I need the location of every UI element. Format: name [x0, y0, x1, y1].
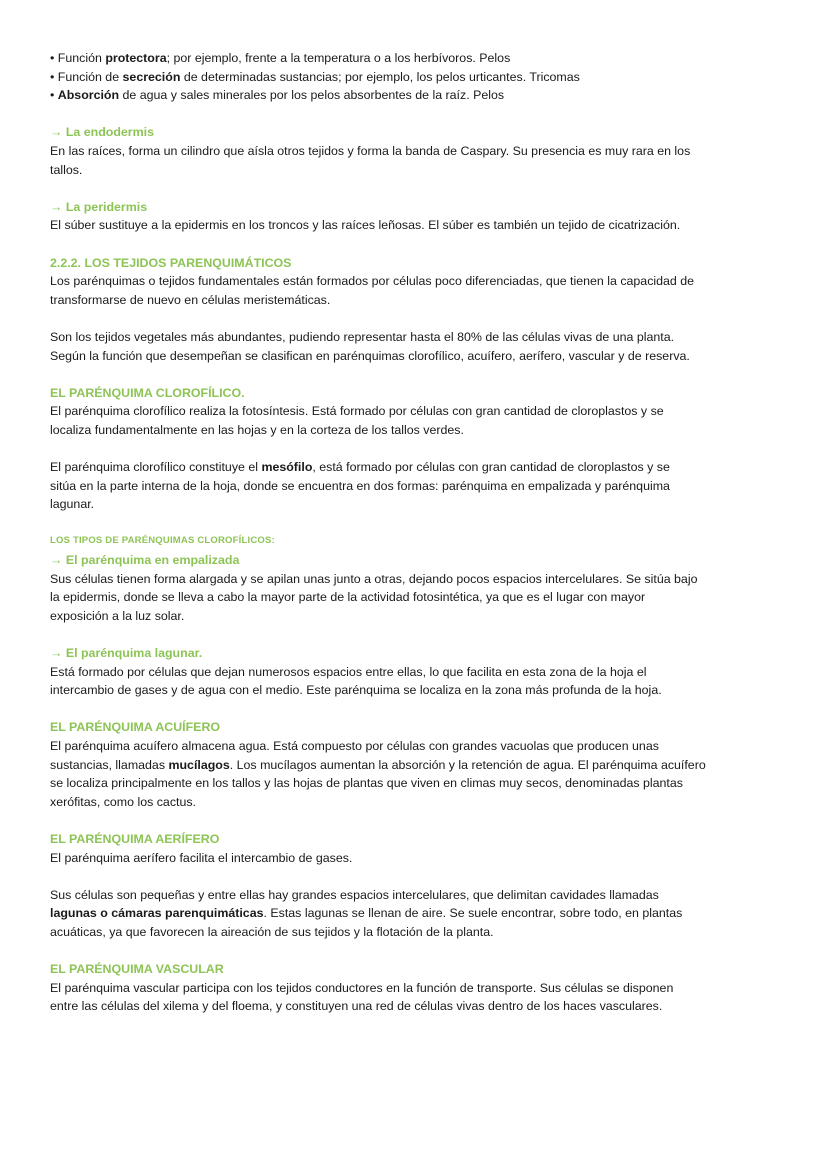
acuifero-heading: EL PARÉNQUIMA ACUÍFERO — [50, 720, 221, 735]
peridermis-text: El súber sustituye a la epidermis en los troncos y las raíces leñosas. El súber es también un tejido de cicatrización. — [50, 218, 681, 233]
parenquimaticos-text: Los parénquimas o tejidos fundamentales están formados por células poco diferenciadas, que tienen la capacidad de transformarse de nuevo en células meristemáticas. — [50, 274, 695, 307]
bullet-item: • Función de secreción de determinadas sustancias; por ejemplo, los pelos urticantes. Tricomas — [50, 69, 580, 84]
parenquimaticos-text-2: Son los tejidos vegetales más abundantes, pudiendo representar hasta el 80% de las células vivas de una planta. Según la función que desempeñan se clasifican en parénquimas clorofílico, acuífero, aerífero, vascular y de reserva. — [50, 329, 690, 363]
parenquimaticos-heading: 2.2.2. LOS TEJIDOS PARENQUIMÁTICOS — [50, 255, 292, 270]
bullet-item: • Función protectora; por ejemplo, frente a la temperatura o a los herbívoros. Pelos — [50, 51, 511, 65]
empalizada-text: Sus células tienen forma alargada y se apilan unas junto a otras, dejando pocos espacios intercelulares. Se sitúa bajo la epidermis, donde se lleva a cabo la mayor parte de la actividad fotosintética, ya que es el lugar con mayor exposición a la luz solar. — [50, 571, 698, 623]
endodermis-heading: → La endodermis — [50, 125, 154, 140]
lagunar-text: Está formado por células que dejan numerosos espacios entre ellas, lo que facilita en esta zona de la hoja el intercambio de gases y de agua con el medio. Este parénquima se localiza en la zona más profunda de la hoja. — [50, 664, 662, 698]
aerifero-text-2: Sus células son pequeñas y entre ellas hay grandes espacios intercelulares, que delimitan cavidades llamadas lagunas o cámaras parenquimáticas. Estas lagunas se llenan de aire. Se suele encontrar, sobre todo, en plantas acuáticas, ya que favorecen la aireación de sus tejidos y la flotación de la planta. — [50, 887, 683, 939]
empalizada-heading: → El parénquima en empalizada — [50, 553, 240, 568]
clorofilico-text: El parénquima clorofílico realiza la fotosíntesis. Está formado por células con gran cantidad de cloroplastos y se localiza fundamentalmente en las hojas y en la corteza de los tallos verdes. — [50, 404, 664, 437]
vascular-text: El parénquima vascular participa con los tejidos conductores en la función de transporte. Sus células se disponen entre las células del xilema y del floema, y constituyen una red de células vivas dentro de los haces vasculares. — [50, 980, 674, 1014]
lagunar-heading: → El parénquima lagunar. — [50, 646, 203, 660]
bullet-list — [50, 49, 778, 105]
aerifero-heading: EL PARÉNQUIMA AERÍFERO — [50, 831, 220, 846]
clorofilico-text-2: El parénquima clorofílico constituye el mesófilo, está formado por células con gran cantidad de cloroplastos y se sitúa en la parte interna de la hoja, donde se encuentra en dos formas: parénquima en empalizada y parénquima lagunar. — [50, 460, 670, 512]
clorofilico-heading: EL PARÉNQUIMA CLOROFÍLICO. — [50, 385, 245, 400]
bullet-item: • Absorción de agua y sales minerales por los pelos absorbentes de la raíz. Pelos — [50, 88, 505, 103]
tipos-heading: LOS TIPOS DE PARÉNQUIMAS CLOROFÍLICOS: — [50, 535, 275, 547]
endodermis-text: En las raíces, forma un cilindro que aísla otros tejidos y forma la banda de Caspary. Su presencia es muy rara en los tallos. — [50, 143, 691, 177]
vascular-heading: EL PARÉNQUIMA VASCULAR — [50, 962, 224, 977]
acuifero-text: El parénquima acuífero almacena agua. Está compuesto por células con grandes vacuolas que producen unas sustancias, llamadas mucílagos. Los mucílagos aumentan la absorción y la retención de agua. El parénquima acuífero se localiza principalmente en los tallos y las hojas de plantas que viven en climas muy secos, denominadas plantas xerófitas, como los cactus. — [50, 738, 706, 809]
aerifero-text: El parénquima aerífero facilita el intercambio de gases. — [50, 850, 353, 865]
document-page — [50, 49, 778, 1016]
peridermis-heading: → La peridermis — [50, 199, 148, 214]
